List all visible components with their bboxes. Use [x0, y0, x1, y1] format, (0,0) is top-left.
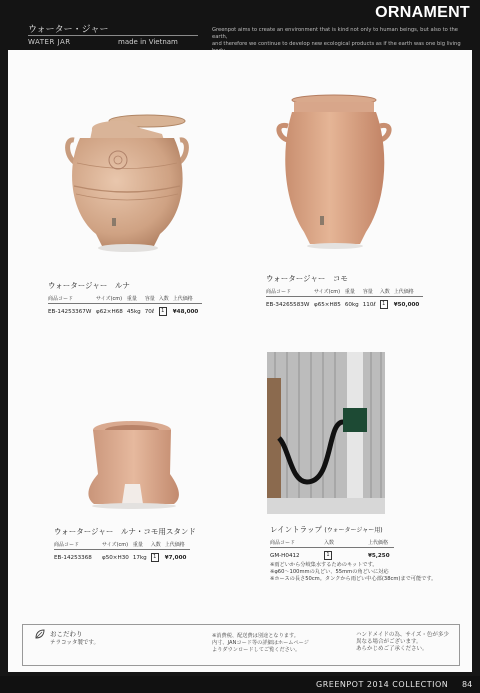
col-size: サイズ(cm) [102, 541, 133, 550]
product-capacity: 110ℓ [362, 301, 376, 308]
origin-label: made in Vietnam [118, 38, 178, 46]
rain-trap-photo [267, 352, 385, 514]
col-size: サイズ(cm) [314, 288, 345, 297]
qty-box: 1 [380, 300, 388, 309]
header-divider [28, 35, 198, 36]
note-line: あらかじめご了承ください。 [356, 646, 428, 652]
product-weight: 45kg [126, 308, 141, 315]
note-line: 内寸、JANコード等の詳細はホームページ [212, 640, 309, 646]
col-qty: 入数 [380, 288, 394, 297]
col-code: 商品コード [48, 295, 96, 304]
product-price: ¥50,000 [393, 301, 420, 308]
product-weight: 60kg [344, 301, 359, 308]
col-code: 商品コード [270, 539, 324, 548]
note-line: ※消費税、配送費は別途となります。 [212, 633, 299, 639]
product-capacity: 70ℓ [144, 308, 155, 315]
section-title: ORNAMENT [375, 4, 470, 21]
product-qty [380, 297, 394, 310]
product-name [270, 524, 436, 535]
jar-stand-photo [82, 418, 186, 512]
product-size: φ50×H30 [102, 554, 129, 561]
col-code: 商品コード [54, 541, 102, 550]
product-notes [270, 562, 436, 583]
leaf-icon [34, 628, 46, 640]
col-price: 上代価格 [165, 541, 191, 550]
product-size: φ62×H68 [96, 308, 123, 315]
spec-table [270, 539, 394, 560]
col-size: サイズ(cm) [96, 295, 127, 304]
qty-box: 1 [324, 551, 332, 560]
col-qty: 入数 [151, 541, 165, 550]
page-category-title: ウォーター・ジャー [28, 25, 109, 35]
product-weight: 17kg [132, 554, 147, 561]
product-price: ¥5,250 [368, 552, 390, 559]
col-capacity: 容量 [145, 295, 159, 304]
page-number: 84 [462, 680, 473, 689]
col-weight: 重量 [345, 288, 363, 297]
col-price: 上代価格 [173, 295, 202, 304]
col-capacity: 容量 [363, 288, 380, 297]
note-line: ※雨どいから分岐集水するためのキットです。 [270, 562, 378, 568]
water-jar-luna-photo [62, 108, 192, 253]
brand-collection: GREENPOT 2014 COLLECTION [316, 680, 449, 689]
product-size: φ65×H85 [314, 301, 341, 308]
qty-box: 1 [151, 553, 159, 562]
col-weight: 重量 [127, 295, 145, 304]
product-code: EB-34265583W [266, 301, 310, 308]
col-qty: 入数 [159, 295, 173, 304]
note-line: ※ホースの長さ50cm。タンクから雨どい中心部(38cm)まで可能です。 [270, 576, 437, 582]
product-name: ウォータージャー コモ [266, 274, 348, 283]
product-como [266, 273, 423, 309]
product-name-main: レイントラップ [270, 525, 322, 534]
col-price: 上代価格 [368, 539, 394, 548]
note-line: よりダウンロードしてご覧ください。 [212, 647, 301, 653]
note-line: ※φ60〜100mmの丸どい、55mmの角どいに対応 [270, 569, 389, 575]
product-qty [151, 550, 165, 563]
product-luna [48, 280, 202, 316]
note-line: 異なる場合がございます。 [356, 639, 422, 645]
product-rain-trap [270, 524, 436, 583]
col-qty: 入数 [324, 539, 368, 548]
product-name-suffix: (ウォータージャー用) [324, 527, 383, 534]
water-jar-como-photo [270, 92, 400, 252]
qty-box: 1 [159, 307, 167, 316]
pricing-note [212, 633, 309, 654]
page-category-subtitle: WATER JAR [28, 38, 71, 46]
spec-table [266, 288, 423, 309]
product-code: GM-H0412 [270, 552, 300, 559]
spec-table [48, 295, 202, 316]
col-price: 上代価格 [394, 288, 423, 297]
col-weight: 重量 [133, 541, 151, 550]
kodawari-title: おこだわり [50, 630, 83, 638]
product-name: ウォータージャー ルナ・コモ用スタンド [54, 527, 196, 536]
note-line: ハンドメイドの為、サイズ・色が多少 [356, 632, 449, 638]
spec-table [54, 541, 190, 562]
handmade-note [356, 632, 449, 653]
product-code: EB-14253368 [54, 554, 92, 561]
product-qty [159, 304, 173, 317]
product-stand [54, 526, 196, 562]
product-code: EB-14253367W [48, 308, 92, 315]
product-name: ウォータージャー ルナ [48, 281, 130, 290]
tagline-line: Greenpot aims to create an environment that is kind not only to human beings, but also to the earth, [212, 27, 458, 40]
product-qty [324, 548, 368, 561]
tagline-line: and therefore we continue to develop new ecological products as if the earth was one big living [212, 41, 461, 47]
product-price: ¥7,000 [164, 554, 187, 561]
product-price: ¥48,000 [172, 308, 199, 315]
col-code: 商品コード [266, 288, 314, 297]
kodawari-text: テラコッタ製です。 [50, 640, 99, 646]
